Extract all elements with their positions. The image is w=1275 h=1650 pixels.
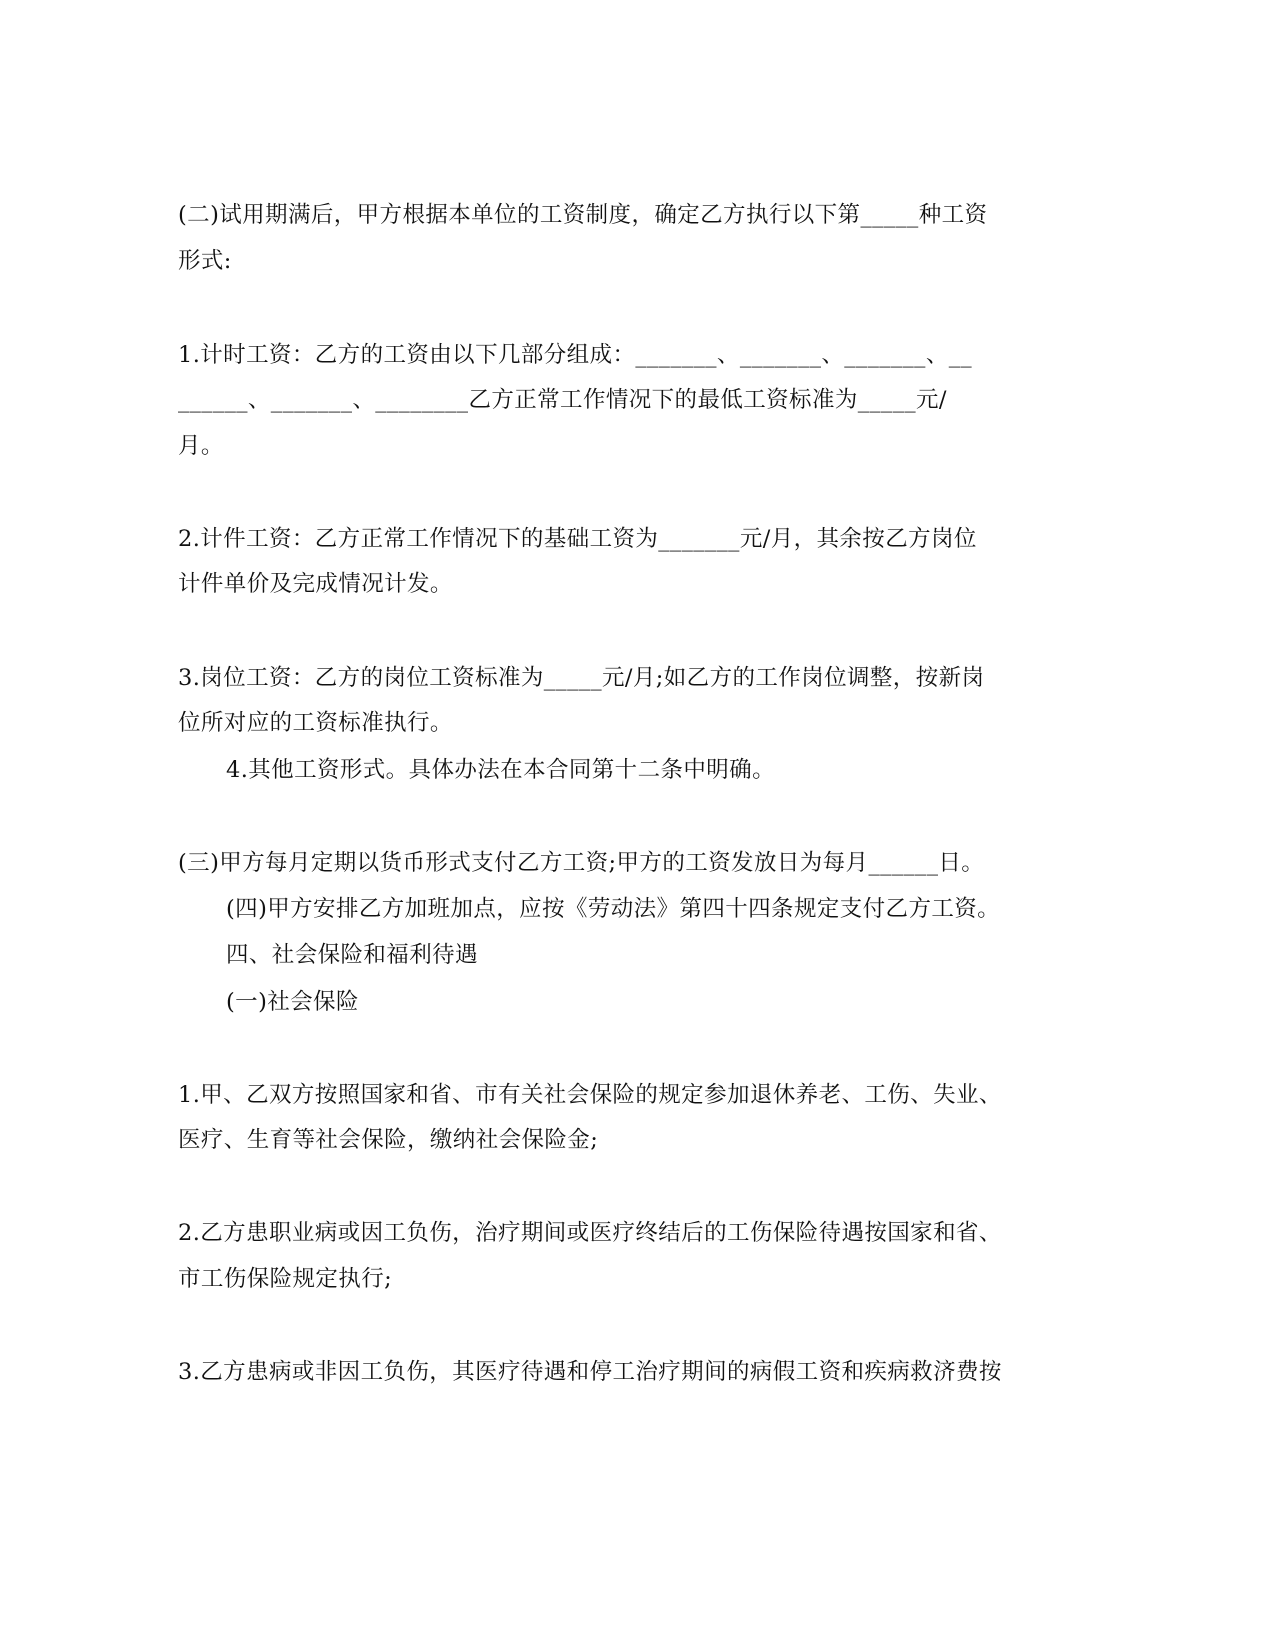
text-line: 医疗、生育等社会保险，缴纳社会保险金; — [178, 1127, 599, 1153]
text-line: 4.其他工资形式。具体办法在本合同第十二条中明确。 — [226, 757, 775, 783]
section-heading: 四、社会保险和福利待遇 — [226, 942, 478, 968]
text-line: 位所对应的工资标准执行。 — [178, 710, 453, 736]
text-line: (四)甲方安排乙方加班加点，应按《劳动法》第四十四条规定支付乙方工资。 — [226, 896, 1001, 922]
text-line: 3.乙方患病或非因工负伤，其医疗待遇和停工治疗期间的病假工资和疾病救济费按 — [178, 1359, 1002, 1385]
text-line: 1.甲、乙双方按照国家和省、市有关社会保险的规定参加退休养老、工伤、失业、 — [178, 1082, 1002, 1108]
text-line: (三)甲方每月定期以货币形式支付乙方工资;甲方的工资发放日为每月______日。 — [178, 850, 985, 876]
text-line: 月。 — [178, 433, 224, 459]
text-line: (二)试用期满后，甲方根据本单位的工资制度，确定乙方执行以下第_____种工资 — [178, 202, 988, 228]
subsection-heading: (一)社会保险 — [226, 989, 359, 1015]
text-line: 2.计件工资：乙方正常工作情况下的基础工资为_______元/月，其余按乙方岗位 — [178, 526, 977, 552]
text-line: 3.岗位工资：乙方的岗位工资标准为_____元/月;如乙方的工作岗位调整，按新岗 — [178, 665, 985, 691]
text-line: 市工伤保险规定执行; — [178, 1266, 393, 1292]
text-line: 2.乙方患职业病或因工负伤，治疗期间或医疗终结后的工伤保险待遇按国家和省、 — [178, 1220, 1002, 1246]
text-line: 形式: — [178, 248, 232, 274]
text-line: 计件单价及完成情况计发。 — [178, 571, 453, 597]
text-line: ______、_______、________乙方正常工作情况下的最低工资标准为_____元/ — [178, 387, 947, 413]
text-line: 1.计时工资：乙方的工资由以下几部分组成：_______、_______、_______、__ — [178, 342, 973, 368]
